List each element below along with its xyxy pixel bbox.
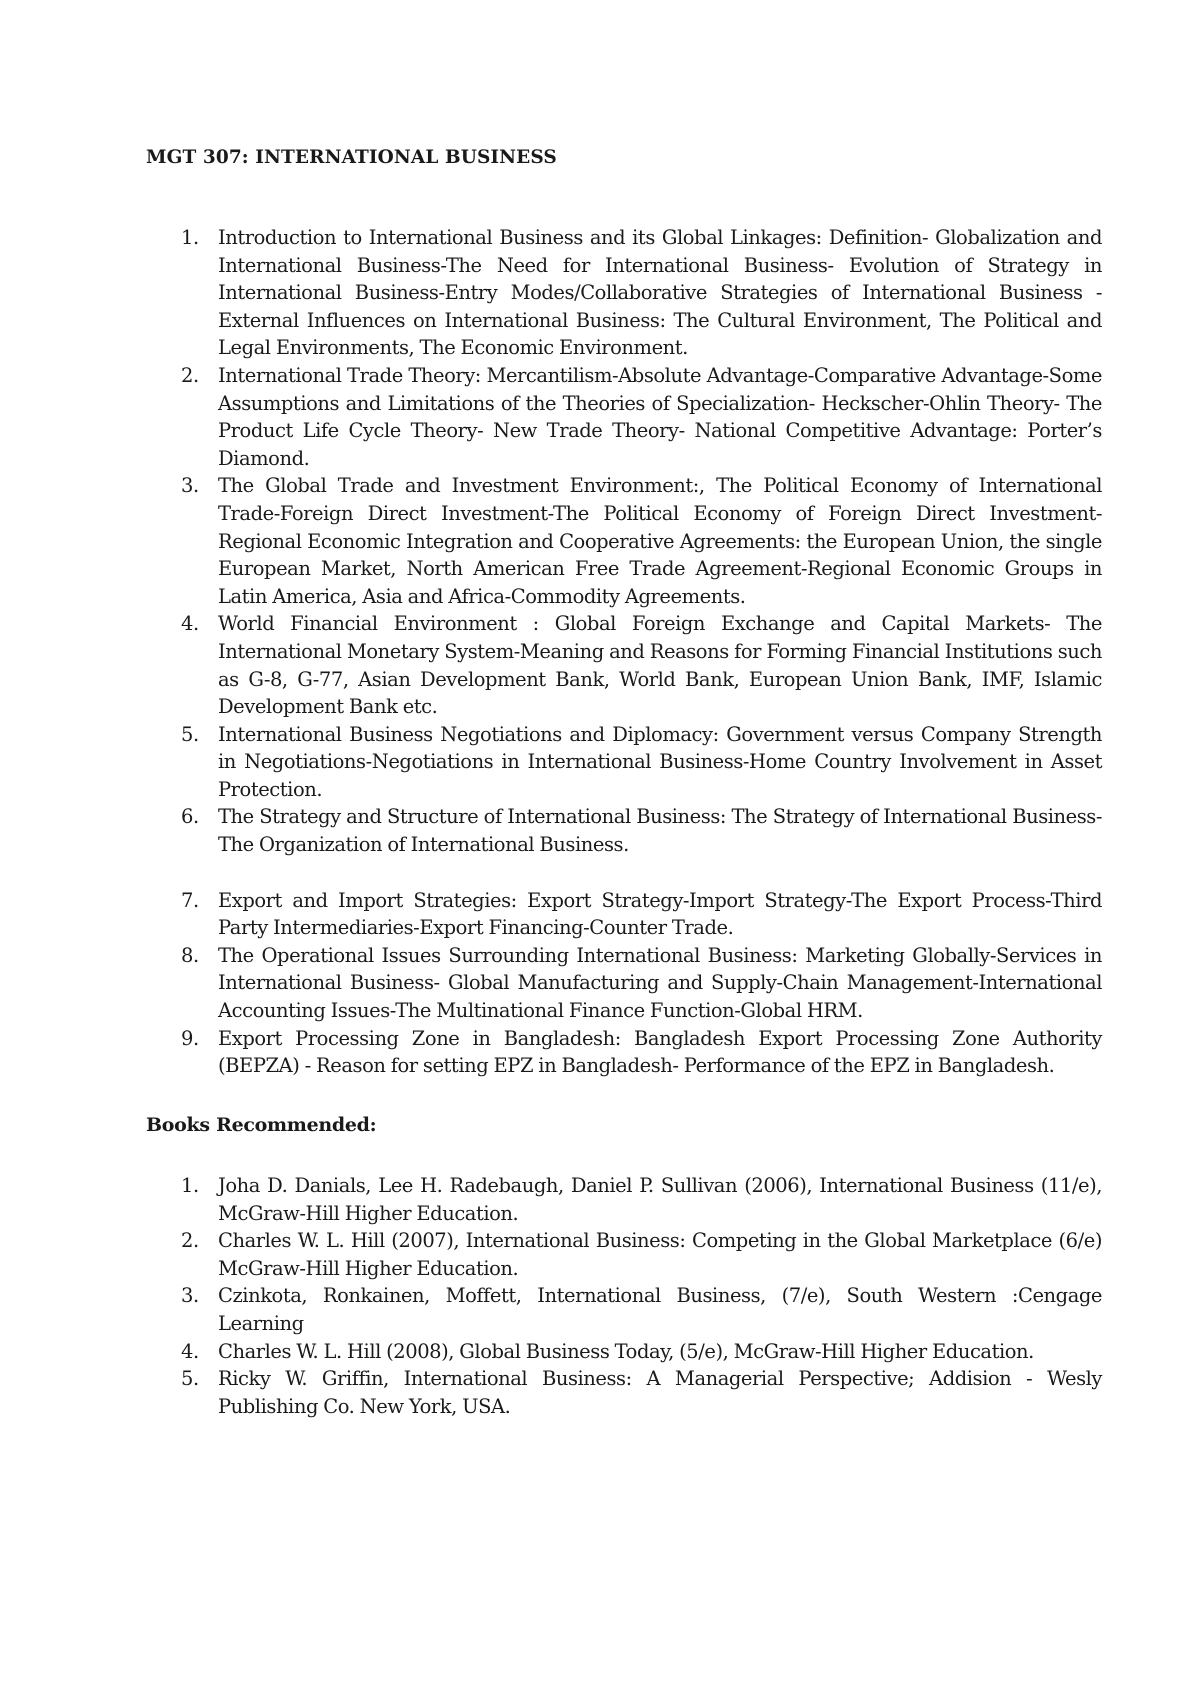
topic-text: World Financial Environment : Global Foreign Exchange and Capital Markets- The International Monetary System-Meaning and Reasons for Forming Financial Institutions such as G-8, G-77, Asian Development Bank, World Bank, European Union Bank, IMF, Islamic Development Bank etc. (218, 612, 1102, 719)
topic-item-7 (146, 887, 1102, 942)
book-text: Joha D. Danials, Lee H. Radebaugh, Daniel P. Sullivan (2006), International Business (11/e), McGraw-Hill Higher Education. (218, 1174, 1102, 1225)
topic-list (146, 224, 1102, 1080)
topic-text: International Business Negotiations and Diplomacy: Government versus Company Strength in Negotiations-Negotiations in International Business-Home Country Involvement in Asset Protection. (218, 722, 1102, 801)
topic-text: The Operational Issues Surrounding International Business: Marketing Globally-Services in International Business- Global Manufacturing and Supply-Chain Management-International Accounting Issues-The Multinational Finance Function-Global HRM. (218, 943, 1102, 1023)
topic-text: Export Processing Zone in Bangladesh: Bangladesh Export Processing Zone Authority (BEPZA) - Reason for setting EPZ in Bangladesh- Performance of the EPZ in Bangladesh. (218, 1026, 1102, 1078)
topic-number: 2. (181, 363, 199, 387)
book-item-3 (146, 1282, 1102, 1337)
topic-item-6 (146, 803, 1102, 858)
topic-number: 9. (181, 1026, 199, 1050)
topic-number: 1. (181, 226, 199, 249)
book-text: Charles W. L. Hill (2008), Global Business Today, (5/e), McGraw-Hill Higher Education. (218, 1339, 1034, 1363)
topic-text: Export and Import Strategies: Export Strategy-Import Strategy-The Export Process-Third Party Intermediaries-Export Financing-Counter Trade. (218, 888, 1102, 940)
topic-text: Introduction to International Business and its Global Linkages: Definition- Globalization and International Business-The Need for International Business- Evolution of Strategy in International Business-Entry Modes/Collaborative Strategies of International Business -External Influences on International Business: The Cultural Environment, The Political and Legal Environments, The Economic Environment. (218, 226, 1102, 360)
book-number: 1. (181, 1174, 199, 1197)
topic-item-1 (146, 224, 1102, 362)
book-number: 4. (181, 1339, 199, 1363)
book-item-1 (146, 1172, 1102, 1227)
topic-item-8 (146, 942, 1102, 1025)
book-text: Charles W. L. Hill (2007), International Business: Competing in the Global Marketplace (6/e) McGraw-Hill Higher Education. (218, 1229, 1102, 1280)
book-item-2 (146, 1227, 1102, 1282)
book-item-4 (146, 1338, 1102, 1366)
topic-text: International Trade Theory: Mercantilism-Absolute Advantage-Comparative Advantage-Some Assumptions and Limitations of the Theories of Specialization- Heckscher-Ohlin Theory- The Product Life Cycle Theory- New Trade Theory- National Competitive Advantage: Porter’s Diamond. (218, 363, 1102, 470)
topic-number: 3. (181, 474, 199, 498)
book-item-5 (146, 1365, 1102, 1420)
topic-item-5 (146, 721, 1102, 804)
topic-number: 6. (181, 805, 199, 829)
topic-item-2 (146, 362, 1102, 472)
topic-item-3 (146, 472, 1102, 610)
topic-number: 8. (181, 943, 199, 967)
course-title: MGT 307: INTERNATIONAL BUSINESS (146, 147, 557, 168)
topic-item-4 (146, 610, 1102, 720)
book-text: Czinkota, Ronkainen, Moffett, International Business, (7/e), South Western :Cengage Learning (218, 1284, 1102, 1335)
topic-number: 5. (181, 722, 199, 746)
topic-number: 7. (181, 888, 199, 912)
book-list (146, 1172, 1102, 1420)
books-heading: Books Recommended: (146, 1114, 377, 1136)
topic-text: The Strategy and Structure of International Business: The Strategy of International Business-The Organization of International Business. (218, 805, 1102, 857)
book-text: Ricky W. Griffin, International Business: A Managerial Perspective; Addision - Wesly Publishing Co. New York, USA. (218, 1367, 1102, 1418)
topic-text: The Global Trade and Investment Environment:, The Political Economy of International Trade-Foreign Direct Investment-The Political Economy of Foreign Direct Investment-Regional Economic Integration and Cooperative Agreements: the European Union, the single European Market, North American Free Trade Agreement-Regional Economic Groups in Latin America, Asia and Africa-Commodity Agreements. (218, 474, 1102, 608)
book-number: 5. (181, 1367, 199, 1391)
book-number: 3. (181, 1284, 199, 1308)
topic-item-9 (146, 1025, 1102, 1080)
book-number: 2. (181, 1229, 199, 1253)
topic-number: 4. (181, 612, 199, 636)
